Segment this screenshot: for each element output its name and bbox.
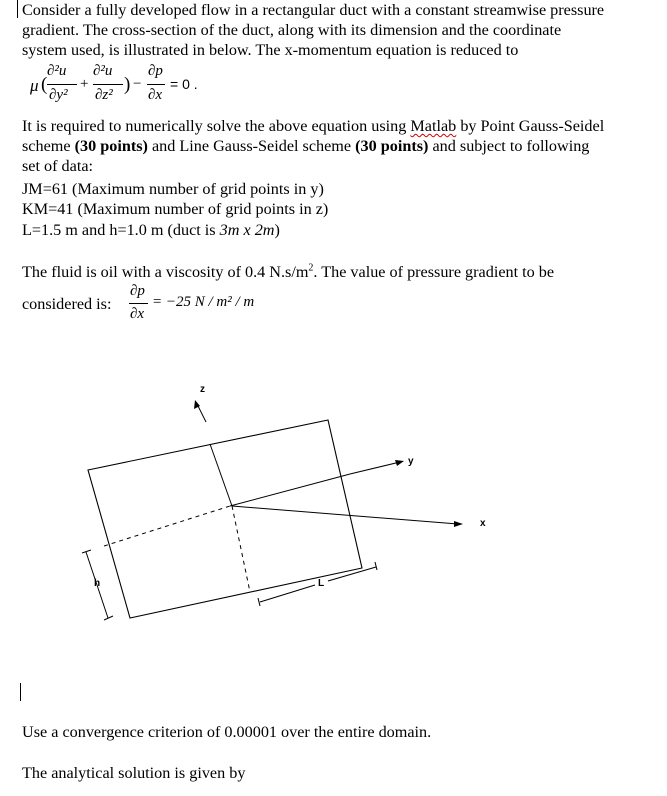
- task-line-2-post: and subject to following: [428, 137, 590, 155]
- task-line-2-pre: scheme: [22, 137, 75, 155]
- x-axis-line: [232, 506, 458, 524]
- eq-den-3: ∂x: [148, 87, 163, 103]
- eq-rhs: = 0 .: [170, 76, 198, 92]
- h-dimension-bottom-cap: [104, 616, 113, 620]
- L-dimension-left-cap: [258, 598, 260, 606]
- eq-den-2: ∂z²: [95, 87, 113, 103]
- task-line-1: [22, 116, 604, 136]
- eq-frac-line-2: [93, 84, 123, 85]
- task-line-3: set of data:: [22, 157, 94, 175]
- L-dimension-left-line: [260, 585, 315, 602]
- pg-den: ∂x: [130, 306, 145, 322]
- task-line-2-mid: and Line Gauss-Seidel scheme: [147, 137, 356, 155]
- intro-line-2: gradient. The cross-section of the duct, along with its dimension and the coordinate: [22, 21, 562, 39]
- convergence-line: Use a convergence criterion of 0.00001 over the entire domain.: [22, 723, 432, 741]
- label-y: y: [408, 456, 414, 467]
- points-point-gs: (30 points): [74, 137, 148, 155]
- vertical-divider-dashed: [232, 506, 250, 592]
- fluid-sup: 2: [308, 262, 314, 274]
- L-dimension-right-cap: [375, 562, 377, 570]
- label-h: h: [94, 578, 101, 589]
- eq-frac-line-1: [47, 84, 77, 85]
- pg-rhs: = −25 N / m² / m: [152, 294, 255, 310]
- label-x: x: [480, 518, 486, 529]
- horizontal-divider-dashed: [104, 506, 230, 546]
- fluid-line-1: [22, 262, 554, 282]
- considered-label: considered is:: [22, 295, 112, 313]
- points-line-gs: (30 points): [355, 137, 429, 155]
- analytical-line: The analytical solution is given by: [22, 764, 246, 782]
- eq-mu: μ: [30, 76, 39, 95]
- vertical-divider-solid: [210, 444, 232, 506]
- text-cursor-mid: [20, 683, 21, 701]
- label-z: z: [200, 384, 205, 395]
- intro-line-1: Consider a fully developed flow in a rectangular duct with a constant streamwise pressure: [22, 1, 605, 19]
- intro-line-3: system used, is illustrated in below. The x-momentum equation is reduced to: [22, 41, 519, 59]
- eq-close-paren: ): [124, 74, 131, 95]
- y-axis-line: [350, 462, 400, 474]
- horizontal-divider-solid: [230, 474, 350, 506]
- duct-cross-section-diagram: [70, 372, 510, 624]
- label-L: L: [318, 578, 325, 589]
- eq-num-1: ∂²u: [47, 63, 67, 79]
- task-line-1-pre: It is required to numerically solve the above equation using: [22, 117, 411, 135]
- data-lh-pre: L=1.5 m and h=1.0 m (duct is: [22, 221, 220, 239]
- fluid-line-1-post: . The value of pressure gradient to be: [313, 263, 555, 281]
- data-km: KM=41 (Maximum number of grid points in z): [22, 200, 329, 218]
- pg-num: ∂p: [130, 283, 145, 299]
- eq-frac-line-3: [147, 84, 165, 85]
- x-axis-arrowhead: [454, 521, 463, 527]
- data-lh-post: ): [274, 221, 280, 239]
- data-lh-dims: 3m x 2m: [219, 221, 275, 239]
- eq-den-1: ∂y²: [49, 87, 68, 103]
- y-axis-arrowhead: [395, 460, 404, 466]
- eq-minus: −: [133, 76, 142, 92]
- eq-num-2: ∂²u: [93, 63, 113, 79]
- data-jm: JM=61 (Maximum number of grid points in y): [22, 180, 324, 198]
- eq-plus: +: [80, 76, 89, 92]
- data-lh: [22, 220, 280, 240]
- fluid-line-1-pre: The fluid is oil with a viscosity of 0.4 N.s/m: [22, 263, 309, 281]
- task-line-2: [22, 136, 589, 156]
- text-cursor-top: [17, 0, 18, 18]
- eq-open-paren: (: [41, 74, 48, 95]
- matlab-word: Matlab: [410, 117, 457, 135]
- pg-frac-line: [129, 303, 148, 304]
- eq-num-3: ∂p: [148, 63, 163, 79]
- task-line-1-post: by Point Gauss-Seidel: [456, 117, 605, 135]
